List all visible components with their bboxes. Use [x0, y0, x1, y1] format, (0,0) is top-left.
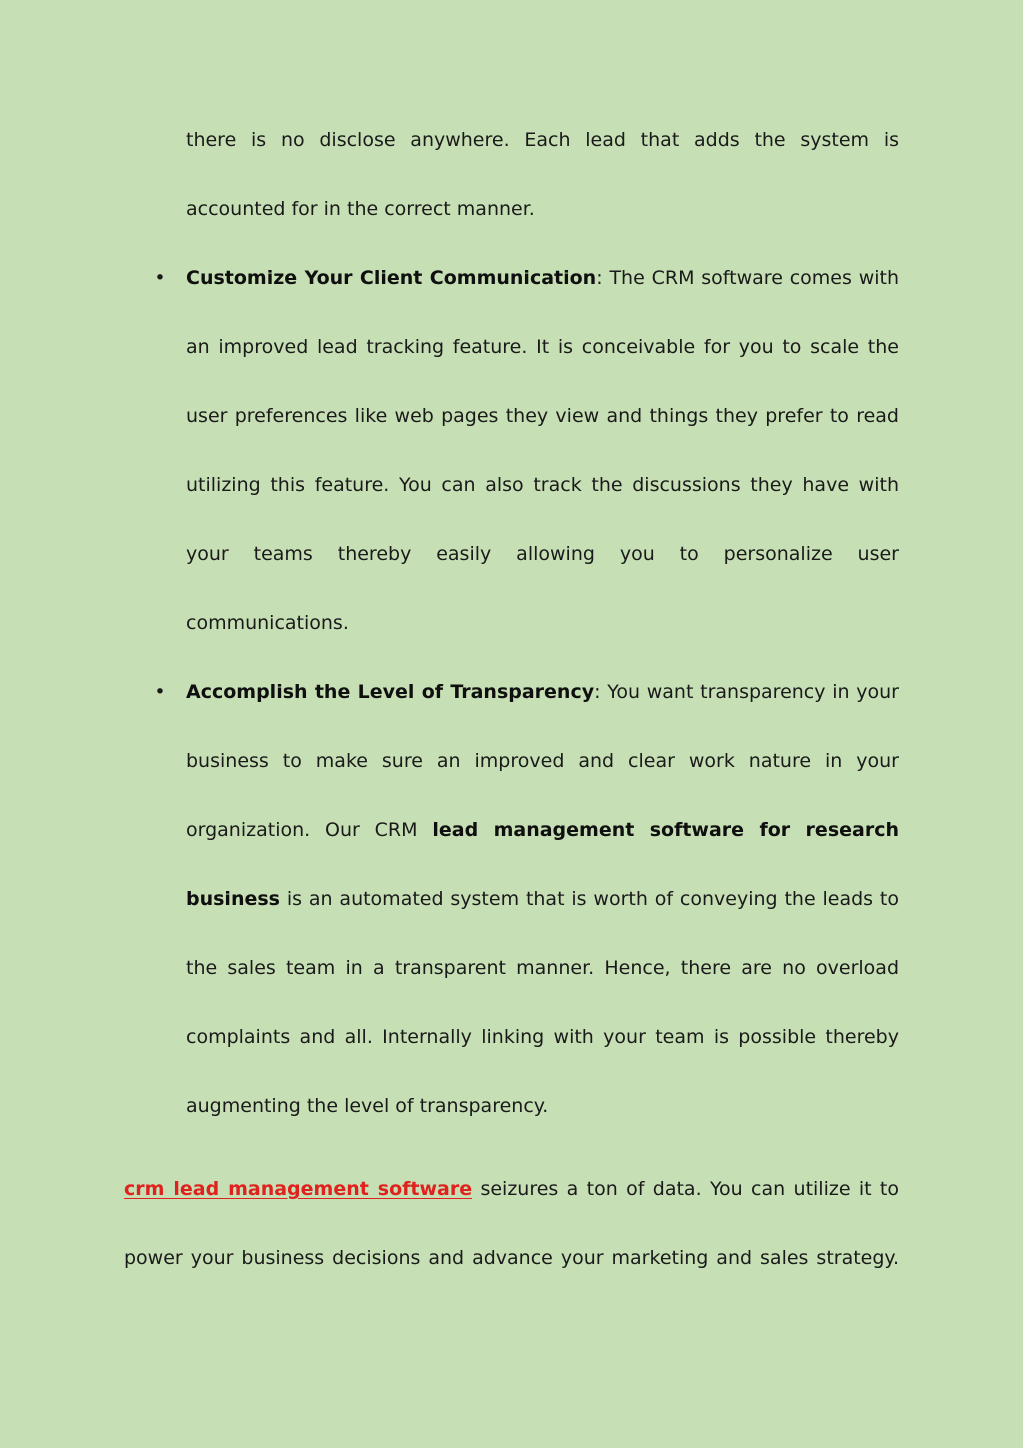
list-item-line — [186, 608, 899, 638]
intro-text-line-1: there is no disclose anywhere. Each lead that adds the system is — [186, 129, 899, 151]
bullet-text: You want transparency in your — [600, 681, 899, 703]
bullet-text: utilizing this feature. You can also track the discussions they have with — [186, 474, 899, 496]
bullet-marker: • — [154, 267, 166, 289]
bullet-text: user preferences like web pages they view and things they prefer to read — [186, 405, 899, 427]
crm-software-link[interactable]: crm lead management software — [124, 1178, 473, 1200]
bullet-text: business to make sure an improved and clear work nature in your — [186, 750, 899, 772]
list-item-line — [186, 401, 899, 431]
paragraph-line — [186, 125, 899, 155]
list-item-line — [186, 746, 899, 776]
bullet-colon: : — [594, 681, 601, 703]
bullet-text: communications. — [186, 612, 349, 634]
bullet-text: the sales team in a transparent manner. Hence, there are no overload — [186, 957, 899, 979]
bullet-text: organization. Our CRM — [186, 819, 433, 841]
paragraph-line — [124, 1243, 899, 1273]
bullet-text: The CRM software comes with — [602, 267, 899, 289]
list-item-line — [186, 677, 899, 707]
paragraph-line — [186, 194, 899, 224]
bullet-colon: : — [596, 267, 603, 289]
bullet-text: is an automated system that is worth of conveying the leads to — [279, 888, 899, 910]
paragraph-line — [124, 1174, 899, 1204]
bold-keyword: lead management software for research — [432, 819, 899, 841]
paragraph-text: seizures a ton of data. You can utilize it to — [472, 1178, 900, 1200]
list-item-line — [186, 1022, 899, 1052]
bullet-title: Accomplish the Level of Transparency — [186, 681, 595, 703]
intro-text-line-2: accounted for in the correct manner. — [186, 198, 535, 220]
bullet-text: augmenting the level of transparency. — [186, 1095, 549, 1117]
list-item-line — [186, 263, 899, 293]
paragraph-text: power your business decisions and advance your marketing and sales strategy. — [124, 1247, 899, 1269]
list-item-line — [186, 539, 899, 569]
list-item-line — [186, 470, 899, 500]
bullet-marker: • — [154, 681, 166, 703]
list-item-line — [186, 953, 899, 983]
list-item-line — [186, 1091, 899, 1121]
bold-keyword: business — [186, 888, 280, 910]
list-item-line — [186, 332, 899, 362]
bullet-text: an improved lead tracking feature. It is conceivable for you to scale the — [186, 336, 899, 358]
bullet-title: Customize Your Client Communication — [186, 267, 597, 289]
list-item-line — [186, 815, 899, 845]
bullet-text: your teams thereby easily allowing you to personalize user — [186, 543, 899, 565]
list-item-line — [186, 884, 899, 914]
bullet-text: complaints and all. Internally linking with your team is possible thereby — [186, 1026, 899, 1048]
